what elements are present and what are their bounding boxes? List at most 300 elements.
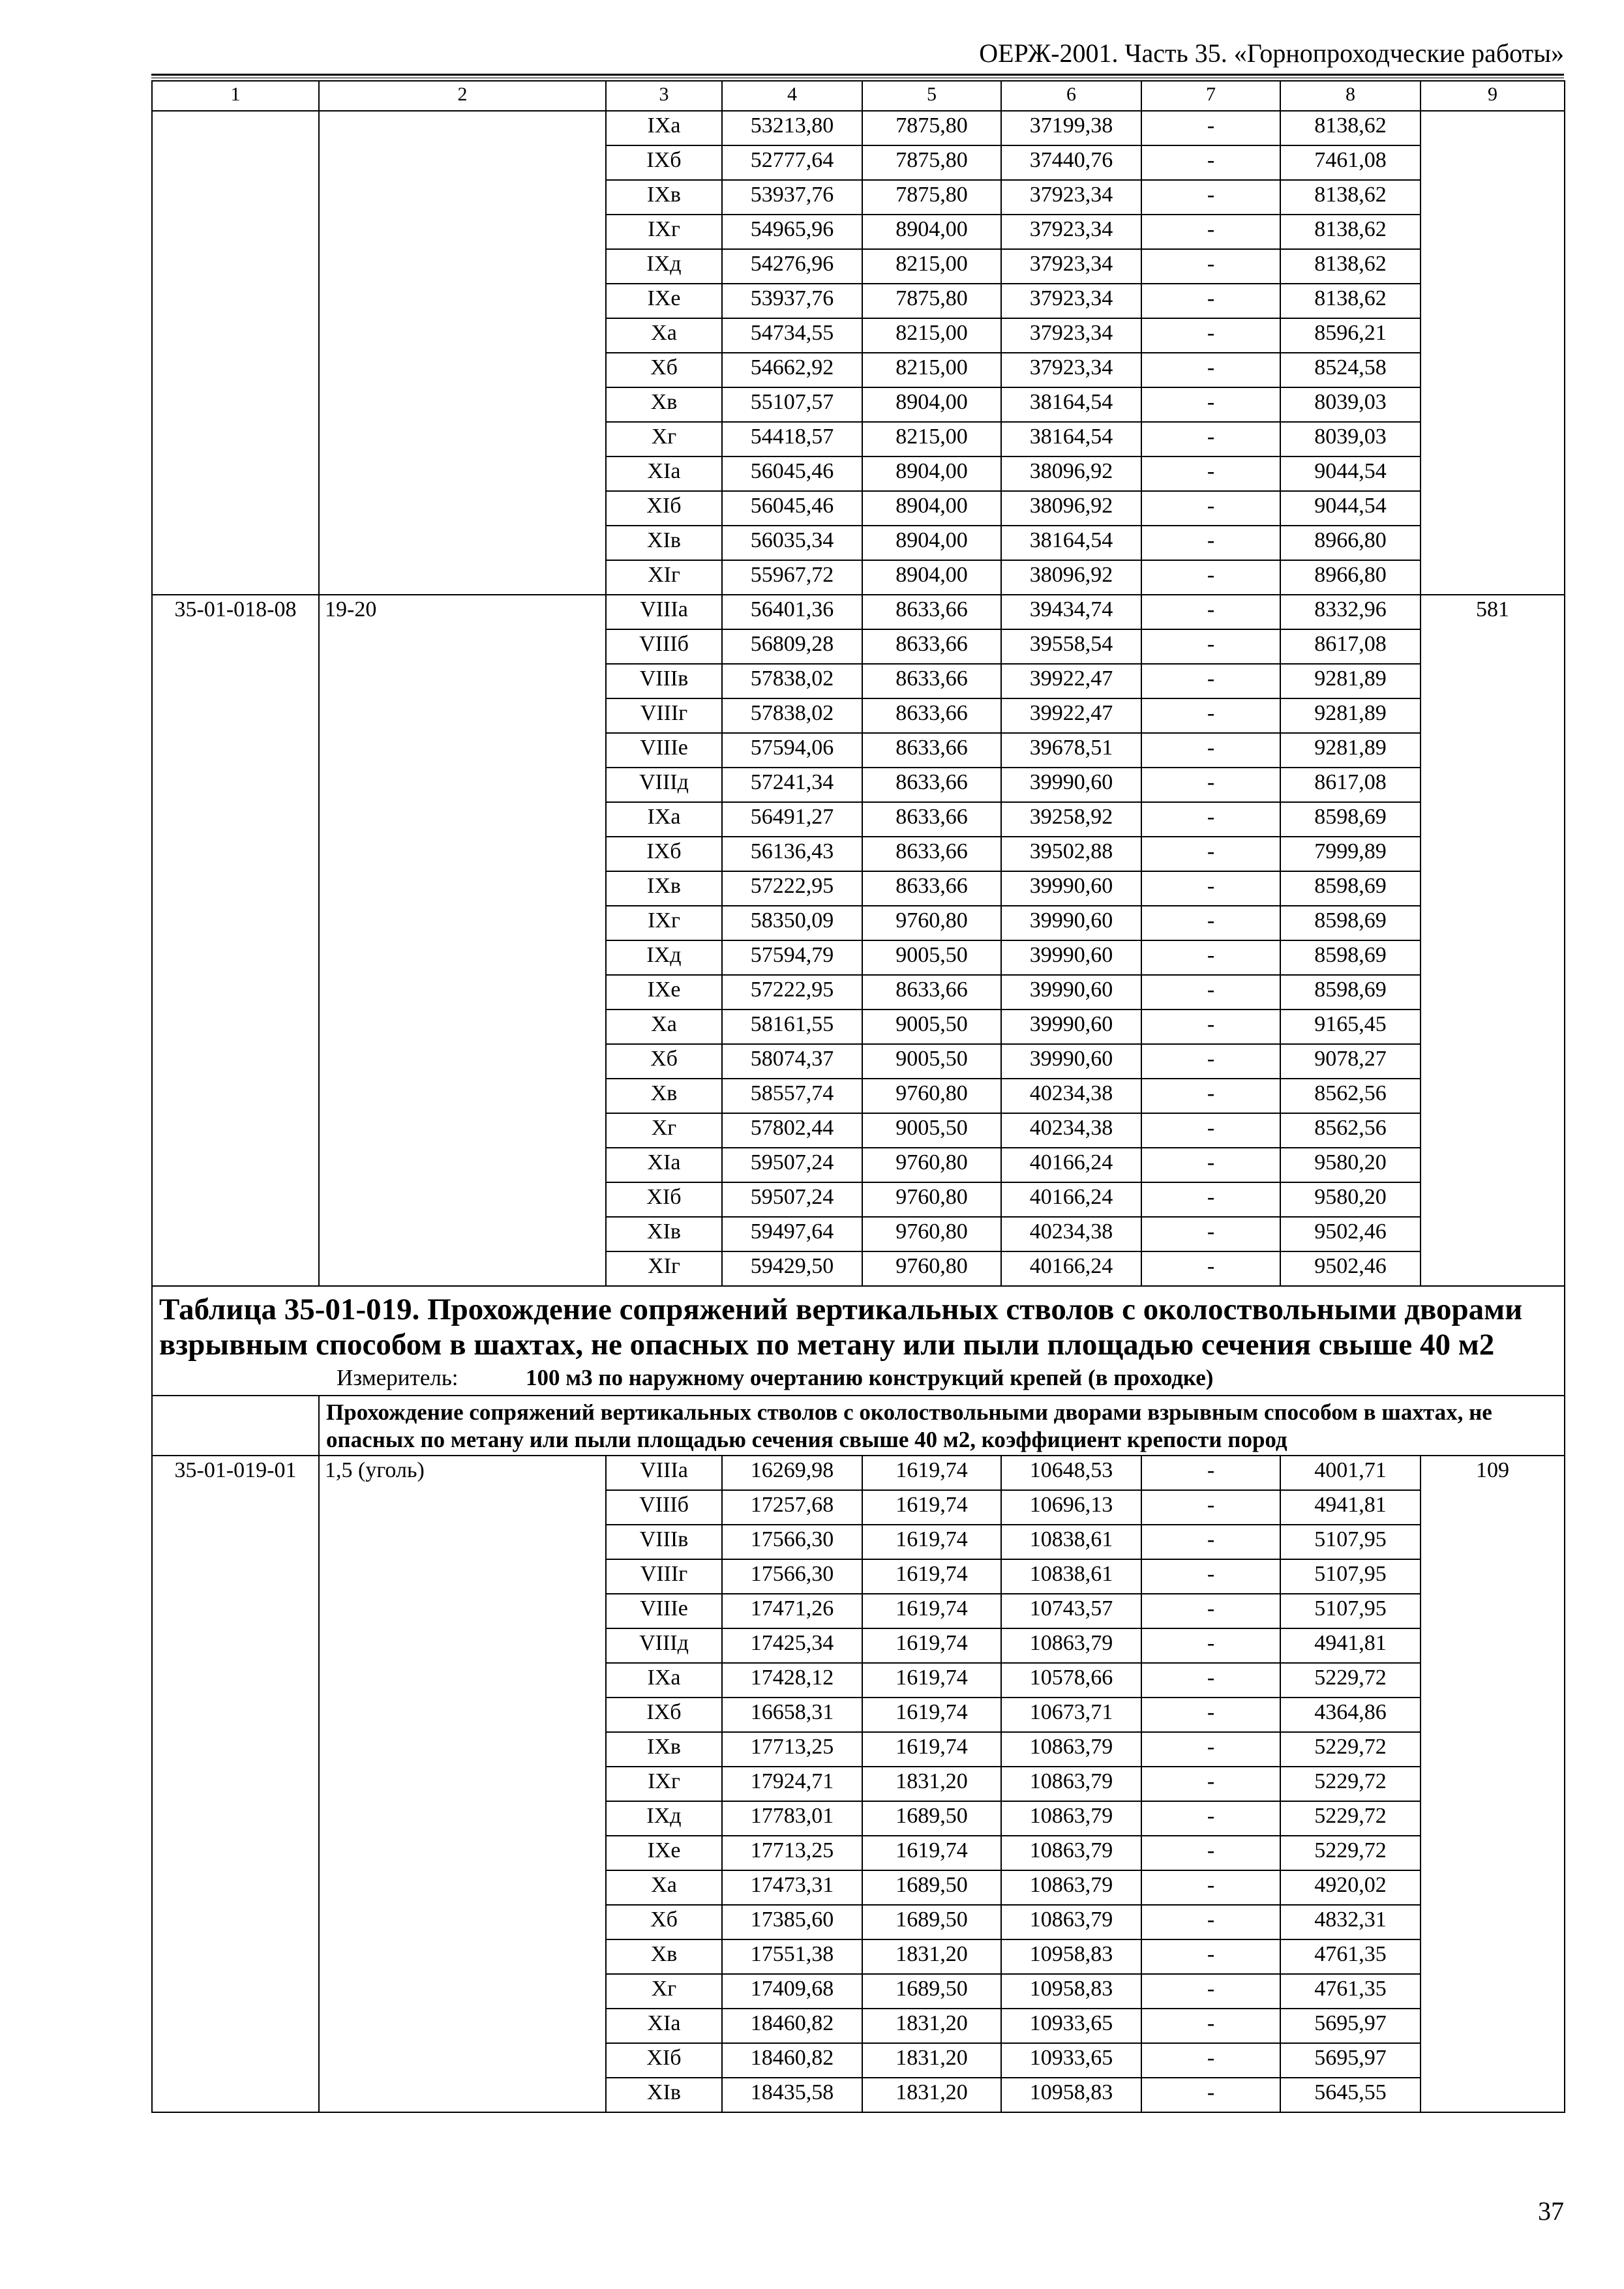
region-cell: Xб: [606, 353, 722, 387]
value-cell: 10838,61: [1001, 1559, 1141, 1594]
value-cell: 10863,79: [1001, 1767, 1141, 1801]
value-cell: 8617,08: [1280, 768, 1421, 802]
count-cell: 109: [1421, 1456, 1565, 2112]
region-cell: Xа: [606, 1010, 722, 1044]
value-cell: 37923,34: [1001, 353, 1141, 387]
region-cell: IXд: [606, 1801, 722, 1836]
value-cell: 8039,03: [1280, 387, 1421, 422]
value-cell: 10958,83: [1001, 1939, 1141, 1974]
region-cell: VIIIа: [606, 1456, 722, 1490]
value-cell: -: [1141, 1939, 1280, 1974]
value-cell: -: [1141, 2078, 1280, 2112]
value-cell: 18435,58: [722, 2078, 862, 2112]
region-cell: IXе: [606, 284, 722, 318]
value-cell: 5229,72: [1280, 1801, 1421, 1836]
region-cell: XIб: [606, 1182, 722, 1217]
value-cell: 9005,50: [862, 1010, 1001, 1044]
value-cell: 39990,60: [1001, 1044, 1141, 1079]
value-cell: 40234,38: [1001, 1113, 1141, 1148]
table-row: [152, 595, 1565, 629]
parameter-cell: [319, 111, 606, 595]
value-cell: 9005,50: [862, 940, 1001, 975]
value-cell: 58074,37: [722, 1044, 862, 1079]
value-cell: 1831,20: [862, 2009, 1001, 2043]
value-cell: -: [1141, 1113, 1280, 1148]
value-cell: 10863,79: [1001, 1628, 1141, 1663]
value-cell: 39258,92: [1001, 802, 1141, 837]
value-cell: 8966,80: [1280, 560, 1421, 595]
unit-line: [159, 1364, 1557, 1392]
region-cell: IXв: [606, 180, 722, 215]
value-cell: 57838,02: [722, 698, 862, 733]
value-cell: 17471,26: [722, 1594, 862, 1628]
value-cell: 8633,66: [862, 595, 1001, 629]
value-cell: 38096,92: [1001, 560, 1141, 595]
value-cell: 1619,74: [862, 1559, 1001, 1594]
value-cell: 8562,56: [1280, 1113, 1421, 1148]
value-cell: -: [1141, 1010, 1280, 1044]
value-cell: 17713,25: [722, 1732, 862, 1767]
value-cell: 8633,66: [862, 629, 1001, 664]
value-cell: -: [1141, 698, 1280, 733]
column-number: 4: [722, 81, 862, 111]
value-cell: 17713,25: [722, 1836, 862, 1870]
value-cell: -: [1141, 1801, 1280, 1836]
value-cell: 40234,38: [1001, 1079, 1141, 1113]
value-cell: 39922,47: [1001, 664, 1141, 698]
value-cell: 1689,50: [862, 1801, 1001, 1836]
value-cell: -: [1141, 1251, 1280, 1286]
value-cell: -: [1141, 1217, 1280, 1251]
value-cell: 8138,62: [1280, 215, 1421, 249]
rates-table: [151, 80, 1565, 2113]
value-cell: 8904,00: [862, 560, 1001, 595]
region-cell: Xг: [606, 422, 722, 456]
region-cell: IXб: [606, 1698, 722, 1732]
region-cell: Xг: [606, 1113, 722, 1148]
value-cell: 54276,96: [722, 249, 862, 284]
value-cell: -: [1141, 1870, 1280, 1905]
value-cell: 38096,92: [1001, 491, 1141, 526]
region-cell: IXд: [606, 249, 722, 284]
value-cell: 39990,60: [1001, 1010, 1141, 1044]
value-cell: 8598,69: [1280, 975, 1421, 1010]
value-cell: 7875,80: [862, 284, 1001, 318]
region-cell: Xб: [606, 1044, 722, 1079]
value-cell: 37923,34: [1001, 318, 1141, 353]
value-cell: 8633,66: [862, 802, 1001, 837]
value-cell: 56491,27: [722, 802, 862, 837]
value-cell: 17425,34: [722, 1628, 862, 1663]
region-cell: VIIIе: [606, 733, 722, 768]
value-cell: 58161,55: [722, 1010, 862, 1044]
region-cell: XIа: [606, 1148, 722, 1182]
value-cell: 8598,69: [1280, 906, 1421, 940]
value-cell: 10958,83: [1001, 1974, 1141, 2009]
value-cell: -: [1141, 249, 1280, 284]
value-cell: -: [1141, 768, 1280, 802]
value-cell: 55967,72: [722, 560, 862, 595]
value-cell: 16269,98: [722, 1456, 862, 1490]
value-cell: 10863,79: [1001, 1870, 1141, 1905]
region-cell: Xа: [606, 1870, 722, 1905]
region-cell: IXб: [606, 837, 722, 871]
value-cell: 56035,34: [722, 526, 862, 560]
value-cell: 8633,66: [862, 975, 1001, 1010]
value-cell: 8598,69: [1280, 871, 1421, 906]
table-019-title-row: [152, 1286, 1565, 1396]
value-cell: 39990,60: [1001, 975, 1141, 1010]
value-cell: -: [1141, 145, 1280, 180]
value-cell: 10863,79: [1001, 1905, 1141, 1939]
value-cell: 9281,89: [1280, 698, 1421, 733]
value-cell: 5695,97: [1280, 2043, 1421, 2078]
value-cell: 8617,08: [1280, 629, 1421, 664]
value-cell: 8598,69: [1280, 940, 1421, 975]
value-cell: 9580,20: [1280, 1148, 1421, 1182]
value-cell: 1619,74: [862, 1490, 1001, 1525]
value-cell: 8039,03: [1280, 422, 1421, 456]
value-cell: -: [1141, 733, 1280, 768]
value-cell: 8633,66: [862, 768, 1001, 802]
value-cell: 9760,80: [862, 906, 1001, 940]
value-cell: 39922,47: [1001, 698, 1141, 733]
value-cell: 5107,95: [1280, 1594, 1421, 1628]
value-cell: 40234,38: [1001, 1217, 1141, 1251]
value-cell: -: [1141, 1490, 1280, 1525]
code-cell: 35-01-019-01: [152, 1456, 319, 2112]
region-cell: IXе: [606, 1836, 722, 1870]
value-cell: 8598,69: [1280, 802, 1421, 837]
value-cell: -: [1141, 180, 1280, 215]
value-cell: 8138,62: [1280, 284, 1421, 318]
value-cell: 18460,82: [722, 2043, 862, 2078]
value-cell: 9005,50: [862, 1044, 1001, 1079]
value-cell: 8966,80: [1280, 526, 1421, 560]
value-cell: 56809,28: [722, 629, 862, 664]
region-cell: VIIIд: [606, 1628, 722, 1663]
value-cell: 8904,00: [862, 215, 1001, 249]
value-cell: 56045,46: [722, 456, 862, 491]
region-cell: VIIIг: [606, 1559, 722, 1594]
value-cell: 17566,30: [722, 1525, 862, 1559]
value-cell: 5229,72: [1280, 1836, 1421, 1870]
value-cell: -: [1141, 940, 1280, 975]
value-cell: -: [1141, 387, 1280, 422]
table-row: [152, 1456, 1565, 1490]
region-cell: IXа: [606, 1663, 722, 1698]
value-cell: -: [1141, 284, 1280, 318]
value-cell: 1619,74: [862, 1594, 1001, 1628]
value-cell: 8633,66: [862, 837, 1001, 871]
value-cell: -: [1141, 1628, 1280, 1663]
region-cell: XIв: [606, 526, 722, 560]
count-cell: 581: [1421, 595, 1565, 1286]
value-cell: 8633,66: [862, 733, 1001, 768]
value-cell: 8215,00: [862, 422, 1001, 456]
region-cell: XIб: [606, 491, 722, 526]
region-cell: XIа: [606, 2009, 722, 2043]
value-cell: 4832,31: [1280, 1905, 1421, 1939]
value-cell: 7875,80: [862, 180, 1001, 215]
value-cell: 39678,51: [1001, 733, 1141, 768]
value-cell: -: [1141, 1559, 1280, 1594]
value-cell: -: [1141, 802, 1280, 837]
value-cell: -: [1141, 1836, 1280, 1870]
value-cell: 9760,80: [862, 1217, 1001, 1251]
value-cell: -: [1141, 1182, 1280, 1217]
region-cell: Xб: [606, 1905, 722, 1939]
value-cell: 57594,06: [722, 733, 862, 768]
value-cell: -: [1141, 1905, 1280, 1939]
value-cell: 39558,54: [1001, 629, 1141, 664]
value-cell: -: [1141, 318, 1280, 353]
value-cell: 8904,00: [862, 526, 1001, 560]
value-cell: 7875,80: [862, 145, 1001, 180]
value-cell: 1619,74: [862, 1663, 1001, 1698]
header-rule: [151, 74, 1564, 76]
value-cell: 8596,21: [1280, 318, 1421, 353]
value-cell: 17385,60: [722, 1905, 862, 1939]
column-number: 6: [1001, 81, 1141, 111]
region-cell: VIIIб: [606, 1490, 722, 1525]
value-cell: 10743,57: [1001, 1594, 1141, 1628]
value-cell: 9165,45: [1280, 1010, 1421, 1044]
value-cell: 10648,53: [1001, 1456, 1141, 1490]
page-number: 37: [1538, 2196, 1564, 2226]
value-cell: -: [1141, 906, 1280, 940]
value-cell: 4941,81: [1280, 1490, 1421, 1525]
region-cell: VIIIв: [606, 1525, 722, 1559]
region-cell: XIг: [606, 560, 722, 595]
value-cell: 5645,55: [1280, 2078, 1421, 2112]
value-cell: 10863,79: [1001, 1732, 1141, 1767]
value-cell: 54418,57: [722, 422, 862, 456]
region-cell: VIIIв: [606, 664, 722, 698]
region-cell: Xв: [606, 387, 722, 422]
value-cell: 37440,76: [1001, 145, 1141, 180]
code-cell: [152, 111, 319, 595]
region-cell: IXг: [606, 215, 722, 249]
column-number: 5: [862, 81, 1001, 111]
value-cell: 58557,74: [722, 1079, 862, 1113]
value-cell: -: [1141, 1148, 1280, 1182]
column-number: 9: [1421, 81, 1565, 111]
value-cell: -: [1141, 837, 1280, 871]
value-cell: 58350,09: [722, 906, 862, 940]
value-cell: 9760,80: [862, 1148, 1001, 1182]
value-cell: 1619,74: [862, 1698, 1001, 1732]
value-cell: -: [1141, 526, 1280, 560]
value-cell: 10933,65: [1001, 2043, 1141, 2078]
value-cell: 8215,00: [862, 249, 1001, 284]
value-cell: 1619,74: [862, 1836, 1001, 1870]
value-cell: 54734,55: [722, 318, 862, 353]
region-cell: VIIIд: [606, 768, 722, 802]
value-cell: 1689,50: [862, 1974, 1001, 2009]
region-cell: XIв: [606, 2078, 722, 2112]
value-cell: 17551,38: [722, 1939, 862, 1974]
value-cell: 5695,97: [1280, 2009, 1421, 2043]
region-cell: Xа: [606, 318, 722, 353]
value-cell: 9078,27: [1280, 1044, 1421, 1079]
value-cell: 39502,88: [1001, 837, 1141, 871]
parameter-cell: 19-20: [319, 595, 606, 1286]
value-cell: 9502,46: [1280, 1217, 1421, 1251]
value-cell: 17924,71: [722, 1767, 862, 1801]
value-cell: 4920,02: [1280, 1870, 1421, 1905]
value-cell: -: [1141, 1974, 1280, 2009]
value-cell: -: [1141, 871, 1280, 906]
value-cell: 1831,20: [862, 1939, 1001, 1974]
value-cell: 10933,65: [1001, 2009, 1141, 2043]
value-cell: 40166,24: [1001, 1251, 1141, 1286]
value-cell: 53937,76: [722, 180, 862, 215]
column-number-row: [152, 81, 1565, 111]
region-cell: IXд: [606, 940, 722, 975]
value-cell: 10958,83: [1001, 2078, 1141, 2112]
value-cell: 56401,36: [722, 595, 862, 629]
value-cell: 8138,62: [1280, 111, 1421, 145]
value-cell: 16658,31: [722, 1698, 862, 1732]
region-cell: IXа: [606, 802, 722, 837]
count-cell: [1421, 111, 1565, 595]
value-cell: 57838,02: [722, 664, 862, 698]
value-cell: -: [1141, 1663, 1280, 1698]
region-cell: XIв: [606, 1217, 722, 1251]
value-cell: 37923,34: [1001, 215, 1141, 249]
value-cell: 37199,38: [1001, 111, 1141, 145]
value-cell: 8904,00: [862, 387, 1001, 422]
running-header: ОЕРЖ-2001. Часть 35. «Горнопроходческие работы»: [979, 38, 1564, 68]
value-cell: 9502,46: [1280, 1251, 1421, 1286]
region-cell: IXа: [606, 111, 722, 145]
value-cell: -: [1141, 975, 1280, 1010]
value-cell: 8562,56: [1280, 1079, 1421, 1113]
value-cell: -: [1141, 629, 1280, 664]
value-cell: 8633,66: [862, 871, 1001, 906]
value-cell: 5229,72: [1280, 1663, 1421, 1698]
value-cell: -: [1141, 1594, 1280, 1628]
value-cell: 8215,00: [862, 353, 1001, 387]
region-cell: Xв: [606, 1939, 722, 1974]
value-cell: 39990,60: [1001, 768, 1141, 802]
value-cell: 1689,50: [862, 1905, 1001, 1939]
value-cell: 9760,80: [862, 1079, 1001, 1113]
value-cell: -: [1141, 1698, 1280, 1732]
value-cell: -: [1141, 560, 1280, 595]
value-cell: 4001,71: [1280, 1456, 1421, 1490]
value-cell: 1619,74: [862, 1628, 1001, 1663]
table-row: [152, 111, 1565, 145]
value-cell: -: [1141, 595, 1280, 629]
value-cell: -: [1141, 1456, 1280, 1490]
value-cell: 1619,74: [862, 1732, 1001, 1767]
table-019-title-cell: [152, 1286, 1565, 1396]
value-cell: 59429,50: [722, 1251, 862, 1286]
value-cell: 1619,74: [862, 1525, 1001, 1559]
value-cell: 38096,92: [1001, 456, 1141, 491]
code-cell: 35-01-018-08: [152, 595, 319, 1286]
value-cell: 53213,80: [722, 111, 862, 145]
region-cell: XIа: [606, 456, 722, 491]
value-cell: 55107,57: [722, 387, 862, 422]
value-cell: -: [1141, 664, 1280, 698]
value-cell: 8332,96: [1280, 595, 1421, 629]
value-cell: 4761,35: [1280, 1939, 1421, 1974]
value-cell: -: [1141, 491, 1280, 526]
value-cell: 4761,35: [1280, 1974, 1421, 2009]
value-cell: 40166,24: [1001, 1148, 1141, 1182]
value-cell: 9281,89: [1280, 664, 1421, 698]
value-cell: 37923,34: [1001, 249, 1141, 284]
value-cell: 56045,46: [722, 491, 862, 526]
table-019-description-row: [152, 1396, 1565, 1456]
value-cell: 9760,80: [862, 1182, 1001, 1217]
region-cell: VIIIе: [606, 1594, 722, 1628]
value-cell: 9044,54: [1280, 456, 1421, 491]
value-cell: 17566,30: [722, 1559, 862, 1594]
value-cell: 59507,24: [722, 1182, 862, 1217]
value-cell: 5107,95: [1280, 1559, 1421, 1594]
value-cell: 57222,95: [722, 975, 862, 1010]
table-body: [152, 81, 1565, 2112]
value-cell: 17257,68: [722, 1490, 862, 1525]
value-cell: -: [1141, 215, 1280, 249]
value-cell: 8904,00: [862, 456, 1001, 491]
value-cell: -: [1141, 422, 1280, 456]
value-cell: 9281,89: [1280, 733, 1421, 768]
value-cell: 39990,60: [1001, 871, 1141, 906]
value-cell: -: [1141, 1732, 1280, 1767]
value-cell: 8138,62: [1280, 249, 1421, 284]
value-cell: 7875,80: [862, 111, 1001, 145]
value-cell: 18460,82: [722, 2009, 862, 2043]
value-cell: 10578,66: [1001, 1663, 1141, 1698]
value-cell: 4364,86: [1280, 1698, 1421, 1732]
value-cell: -: [1141, 1525, 1280, 1559]
value-cell: 10838,61: [1001, 1525, 1141, 1559]
value-cell: 1689,50: [862, 1870, 1001, 1905]
value-cell: 57241,34: [722, 768, 862, 802]
value-cell: 17473,31: [722, 1870, 862, 1905]
region-cell: IXг: [606, 1767, 722, 1801]
value-cell: 9005,50: [862, 1113, 1001, 1148]
region-cell: XIб: [606, 2043, 722, 2078]
region-cell: IXв: [606, 1732, 722, 1767]
value-cell: 56136,43: [722, 837, 862, 871]
region-cell: IXе: [606, 975, 722, 1010]
value-cell: 38164,54: [1001, 422, 1141, 456]
value-cell: 4941,81: [1280, 1628, 1421, 1663]
column-number: 2: [319, 81, 606, 111]
value-cell: 37923,34: [1001, 180, 1141, 215]
value-cell: 40166,24: [1001, 1182, 1141, 1217]
region-cell: VIIIг: [606, 698, 722, 733]
value-cell: 8138,62: [1280, 180, 1421, 215]
value-cell: 10863,79: [1001, 1801, 1141, 1836]
value-cell: 39434,74: [1001, 595, 1141, 629]
column-number: 8: [1280, 81, 1421, 111]
value-cell: 52777,64: [722, 145, 862, 180]
value-cell: 1831,20: [862, 1767, 1001, 1801]
value-cell: 57802,44: [722, 1113, 862, 1148]
value-cell: 5229,72: [1280, 1732, 1421, 1767]
value-cell: 17783,01: [722, 1801, 862, 1836]
description-spacer: [152, 1396, 319, 1456]
value-cell: 59497,64: [722, 1217, 862, 1251]
value-cell: 53937,76: [722, 284, 862, 318]
